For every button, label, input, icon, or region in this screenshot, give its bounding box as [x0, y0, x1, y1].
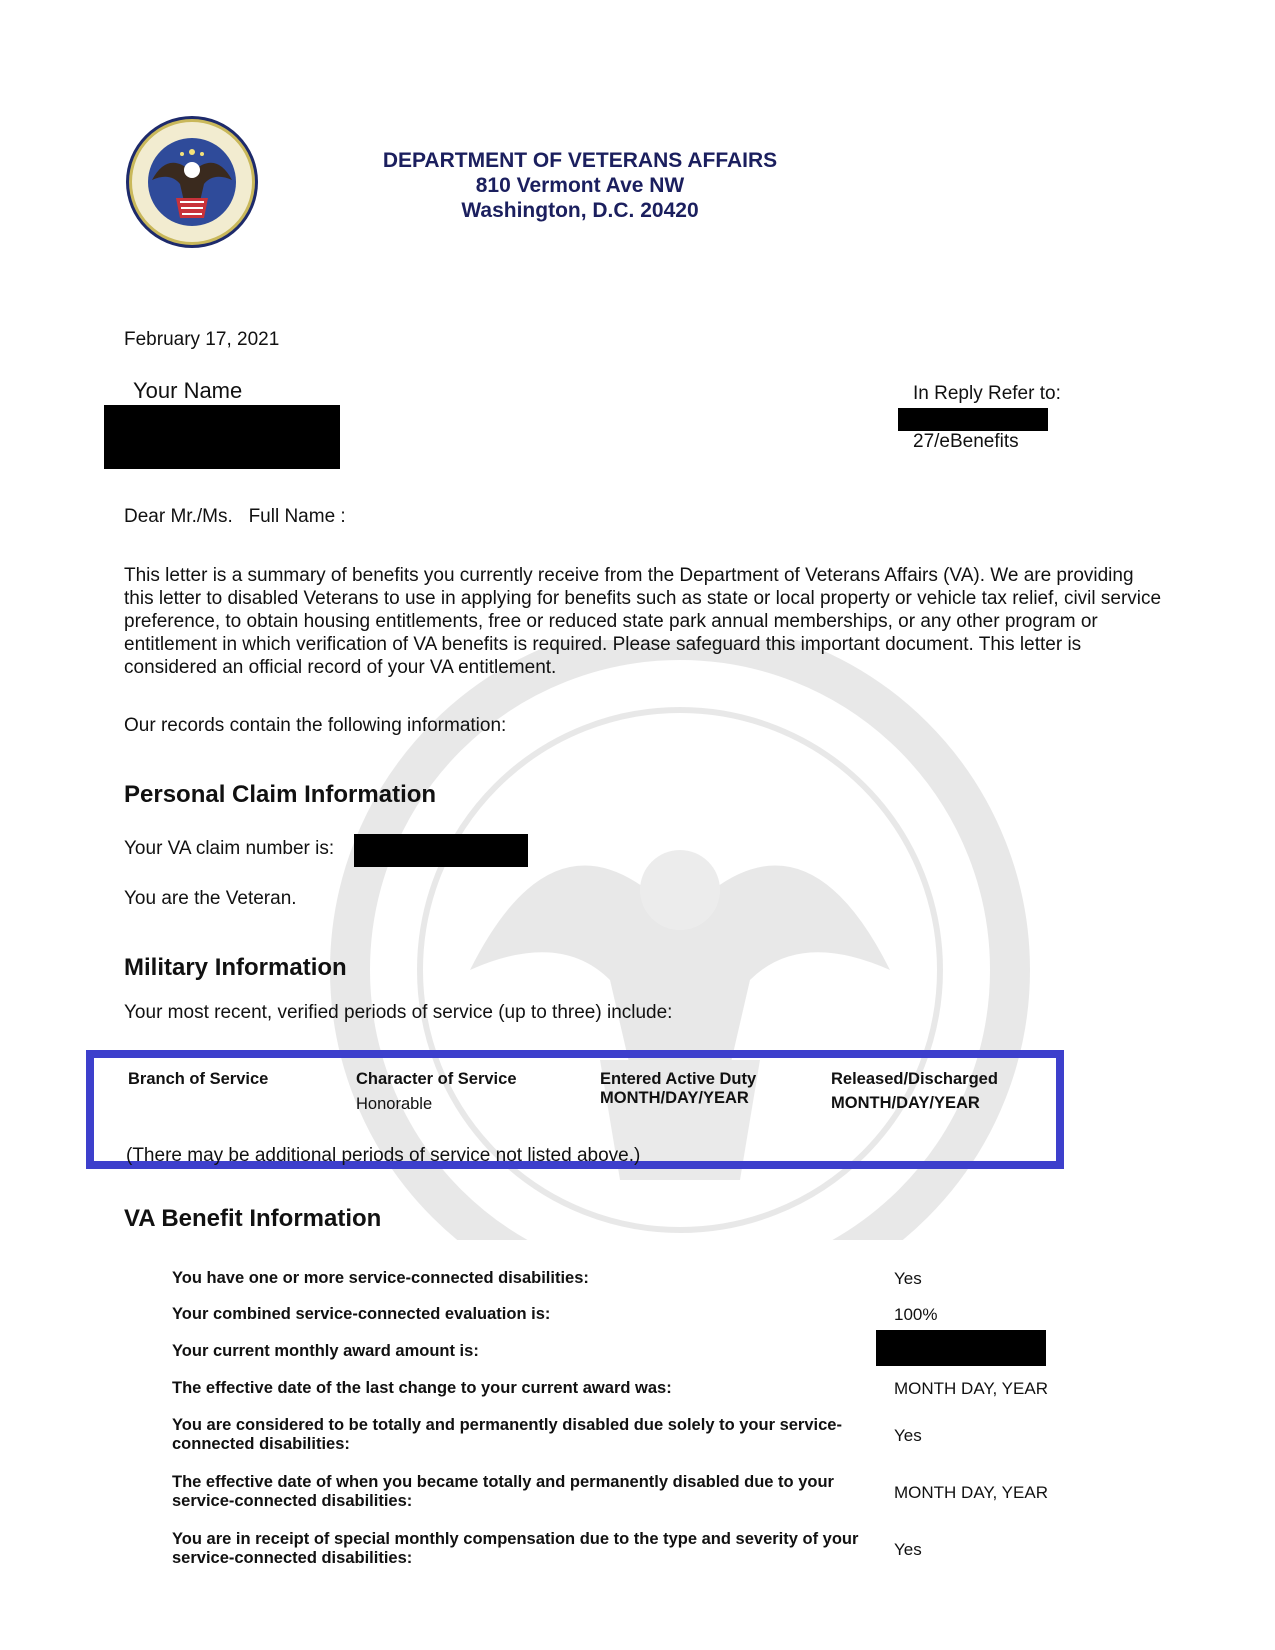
column-header: Character of Service	[356, 1070, 517, 1088]
records-intro: Our records contain the following information:	[124, 715, 507, 736]
reply-refer-label: In Reply Refer to:	[913, 383, 1061, 404]
redacted-address-block	[104, 405, 340, 469]
address-line-2: Washington, D.C. 20420	[461, 199, 699, 222]
benefit-value: Yes	[894, 1426, 922, 1445]
service-column-branch	[128, 1070, 268, 1095]
reply-reference-code: 27/eBenefits	[913, 431, 1019, 452]
letter-date: February 17, 2021	[124, 329, 280, 350]
benefit-label: The effective date of the last change to your current award was:	[172, 1379, 672, 1397]
letterhead-address	[330, 148, 830, 223]
additional-periods-note: (There may be additional periods of service not listed above.)	[126, 1145, 641, 1166]
column-value: MONTH/DAY/YEAR	[600, 1089, 749, 1107]
benefit-info-heading: VA Benefit Information	[124, 1205, 382, 1232]
recipient-name: Your Name	[133, 378, 243, 403]
redacted-reference-number	[898, 408, 1048, 431]
intro-paragraph: This letter is a summary of benefits you currently receive from the Department of Veterans Affairs (VA). We are providing this letter to disabled Veterans to use in applying for benefits such as state or local property or vehicle tax relief, civil service preference, to obtain housing entitlements, free or reduced state park annual memberships, or any other program or entitlement in which verification of VA benefits is required. Please safeguard this important document. This letter is considered an official record of your VA entitlement.	[124, 565, 1162, 678]
column-value: MONTH/DAY/YEAR	[831, 1094, 980, 1112]
org-name: DEPARTMENT OF VETERANS AFFAIRS	[382, 149, 778, 172]
address-line-1: 810 Vermont Ave NW	[475, 174, 685, 197]
service-periods-table	[86, 1050, 1064, 1169]
benefit-label: You are in receipt of special monthly compensation due to the type and severity of your service-connected disabilities:	[172, 1530, 859, 1567]
claim-number-label: Your VA claim number is:	[124, 838, 335, 859]
service-column-character	[356, 1070, 517, 1114]
veteran-statement: You are the Veteran.	[124, 888, 297, 909]
service-column-released	[831, 1070, 998, 1113]
benefit-label: You are considered to be totally and permanently disabled due solely to your service-connected disabilities:	[172, 1416, 842, 1453]
column-value: Honorable	[356, 1095, 433, 1113]
benefit-label: The effective date of when you became totally and permanently disabled due to your service-connected disabilities:	[172, 1473, 834, 1510]
benefit-value: Yes	[894, 1540, 922, 1559]
redacted-claim-number	[354, 834, 528, 867]
column-header: Entered Active Duty	[600, 1070, 757, 1088]
benefit-value: MONTH DAY, YEAR	[894, 1483, 1048, 1502]
salutation: Dear Mr./Ms. Full Name :	[124, 506, 346, 527]
column-header: Released/Discharged	[831, 1070, 998, 1088]
benefit-label: Your current monthly award amount is:	[172, 1342, 479, 1360]
benefit-value: 100%	[894, 1305, 938, 1324]
column-header: Branch of Service	[128, 1070, 269, 1088]
benefit-label: Your combined service-connected evaluation is:	[172, 1305, 551, 1323]
benefit-value: MONTH DAY, YEAR	[894, 1379, 1048, 1398]
redacted-award-amount	[876, 1330, 1046, 1366]
va-seal-logo	[124, 114, 260, 250]
benefit-label: You have one or more service-connected disabilities:	[172, 1269, 589, 1287]
service-periods-intro: Your most recent, verified periods of service (up to three) include:	[124, 1002, 673, 1023]
service-column-entered	[600, 1070, 756, 1108]
benefit-value: Yes	[894, 1269, 922, 1288]
military-info-heading: Military Information	[124, 954, 347, 981]
personal-claim-heading: Personal Claim Information	[124, 781, 437, 808]
